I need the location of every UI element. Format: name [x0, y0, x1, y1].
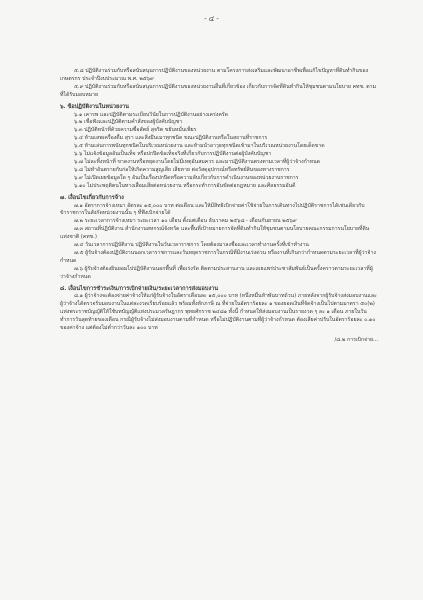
paragraph: ๗.๔ วันเวลาการปฏิบัติงาน ปฏิบัติงานในวันเวลาราชการ โดยต้องมาลงชื่อและเวลาทำงานครั้งที่เข้าทำงาน: [74, 242, 309, 249]
paragraph: ๗.๖ ผู้รับจ้างต้องยินยอมไปปฏิบัติงานนอกพื้นที่ เพื่อเร่งรัด ติดตามประสานงาน และเผยแพร่ประชาสัมพันธ์เป็นครั้งคราวตามระยะเวลาที่ผู้ว่าจ้างกำหนด: [60, 265, 373, 280]
document-body: [60, 68, 378, 345]
paragraph: ๗.๑ อัตราการจ้างเหมา อัตรละ ๑๕,๐๐๐ บาท ต่อเดือน และให้มีสิทธิเบิกจ่ายค่าใช้จ่ายในการเดินทางไปปฏิบัติราชการได้เช่นเดียวกับข้าราชการในสังกัดหน่วยงานนั้น ๆ ที่พึงเบิกจ่ายได้: [60, 202, 365, 217]
paragraph: ๗.๕ ผู้รับจ้างต้องปฏิบัติงานนอกเวลาราชการและวันหยุดราชการในกรณีที่มีงานเร่งด่วน หรืองานที่เกินกว่ากำหนดตามระยะเวลาที่ผู้ว่าจ้างกำหนด: [60, 249, 376, 264]
continuation-note: /๘.๒ การเบิกจ่าย...: [334, 337, 378, 343]
paragraph: ๕.๘ ปฏิบัติงานร่วมกับหรือสนับสนุนการปฏิบัติงานของหน่วยงาน ตามโครงการส่งเสริมและพัฒนาอาชีพเพื่อแก้ไขปัญหาที่ดินทำกินของเกษตรกร ประจำปีงบประมาณ พ.ศ. ๒๕๖๙: [60, 68, 369, 82]
paragraph: ๖.๔ ห้ามเสพเครื่องดื่ม สุรา และสิ่งมึนเมาทุกชนิด ขณะปฏิบัติงานหรือในสถานที่ราชการ: [74, 135, 268, 142]
paragraph: ๗.๓ สถานที่ปฏิบัติงาน สำนักงานสหกรณ์จังหวัด และพื้นที่เป้าหมายการจัดที่ดินทำกินให้ชุมชนตามนโยบายคณะกรรมการนโยบายที่ดินแห่งชาติ (คทช.): [60, 226, 370, 241]
paragraph: ๖.๒ เชื่อฟังและปฏิบัติตามคำสั่งของผู้บังคับบัญชา: [74, 119, 183, 126]
sections-container: [60, 68, 378, 333]
page-number: - ๔ -: [204, 15, 219, 23]
paragraph: ๖.๑๐ ไม่ประพฤติตนในทางเสื่อมเสียต่อหน่วยงาน หรือกระทำการอันขัดต่อกฎหมาย และศีลธรรมอันดี: [74, 182, 296, 189]
paragraph: ๗.๒ ระยะเวลาการจ้างเหมา ระยะเวลา ๑๐ เดือน ตั้งแต่เดือน ธันวาคม ๒๕๖๘ - เดือนกันยายน ๒๕๖๙: [74, 218, 297, 225]
paragraph: ๖.๗ ไม่ละทิ้งหน้าที่ ขาดงานหรือหยุดงานโดยไม่มีเหตุอันสมควร และมาปฏิบัติงานตรงตามเวลาที่ผู้ว่าจ้างกำหนด: [74, 158, 321, 165]
section-heading: ๘. เงื่อนไขการชำระเงิน/การเบิกจ่ายเงิน/ระยะเวลาการส่งมอบงาน: [60, 285, 219, 292]
paragraph: ๖.๓ ปฏิบัติหน้าที่ด้วยความซื่อสัตย์ สุจริต ขยันหมั่นเพียร: [74, 127, 197, 134]
section-1: [60, 68, 378, 100]
section-2: [60, 104, 378, 191]
paragraph: ๖.๙ ไม่เปิดเผยข้อมูลใด ๆ อันเป็นเรื่องปกปิดหรือความลับเกี่ยวกับการดำเนินงานของหน่วยงานราชการ: [74, 174, 299, 181]
paragraph: ๖.๖ ไม่แจ้งข้อมูลอันเป็นเท็จ หรือปกปิดข้อเท็จจริงที่เกี่ยวกับการปฏิบัติงานต่อผู้บังคับบัญชา: [74, 151, 272, 158]
section-4: [60, 286, 378, 333]
section-heading: ๖. ข้อปฏิบัติงานในหน่วยงาน: [60, 103, 129, 110]
paragraph: ๕.๙ ปฏิบัติงานร่วมกับหรือสนับสนุนการปฏิบัติงานของหน่วยงานอื่นที่เกี่ยวข้อง เกี่ยวกับการจัดที่ดินทำกินให้ชุมชนตามนโยบาย คทช. ตามที่ได้รับมอบหมาย: [60, 83, 376, 98]
paragraph: ๖.๕ ห้ามเล่นการพนันทุกชนิดในบริเวณหน่วยงาน และห้ามนำอาวุธทุกชนิดเข้ามาในบริเวณหน่วยงานโดยเด็ดขาด: [74, 143, 325, 150]
paragraph: ๘.๑ ผู้ว่าจ้างจะต้องจ่ายค่าจ้างให้แก่ผู้รับจ้างในอัตราเดือนละ ๑๕,๐๐๐ บาท (หนึ่งหมื่นห้าพันบาทถ้วน) ภายหลังจากผู้รับจ้างส่งมอบงานและผู้ว่าจ้างได้ตรวจรับมอบงานในแต่ละงวดเรียบร้อยแล้ว พร้อมทั้งหักภาษี ณ ที่จ่ายในอัตราร้อยละ ๑ ของยอดเงินที่จัดจ้างเป็นไปตามมาตรา ๕๐(๒) แห่งพระราชบัญญัติให้ใช้บทบัญญัติแห่งประมวลรัษฎากร พุทธศักราช ๒๔๘๑ ทั้งนี้ กำหนดให้ส่งมอบงานเป็นรายงวด ๆ ละ ๑ เดือน ภายในวันทำการวันสุดท้ายของเดือน กรณีผู้รับจ้างไม่ส่งมอบงานตามที่กำหนด หรือไม่ปฏิบัติงานตามที่ผู้ว่าจ้างกำหนด ต้องเสียค่าปรับในอัตราร้อยละ ๐.๑๐ ของค่าจ้าง แต่ต้องไม่ต่ำกว่าวันละ ๑๐๐ บาท: [60, 293, 377, 332]
paragraph: ๖.๘ ไม่ทำอันตรายกับก่อให้เกิดความสูญเสีย เสียหาย ต่อวัสดุอุปกรณ์หรือทรัพย์สินของทางราชการ: [74, 166, 290, 173]
section-3: [60, 195, 378, 282]
paragraph: ๖.๑ เคารพ และปฏิบัติตามระเบียบวินัยในการปฏิบัติงานอย่างเคร่งครัด: [74, 111, 228, 118]
section-heading: ๗. เงื่อนไขเกี่ยวกับการจ้าง: [60, 194, 124, 201]
